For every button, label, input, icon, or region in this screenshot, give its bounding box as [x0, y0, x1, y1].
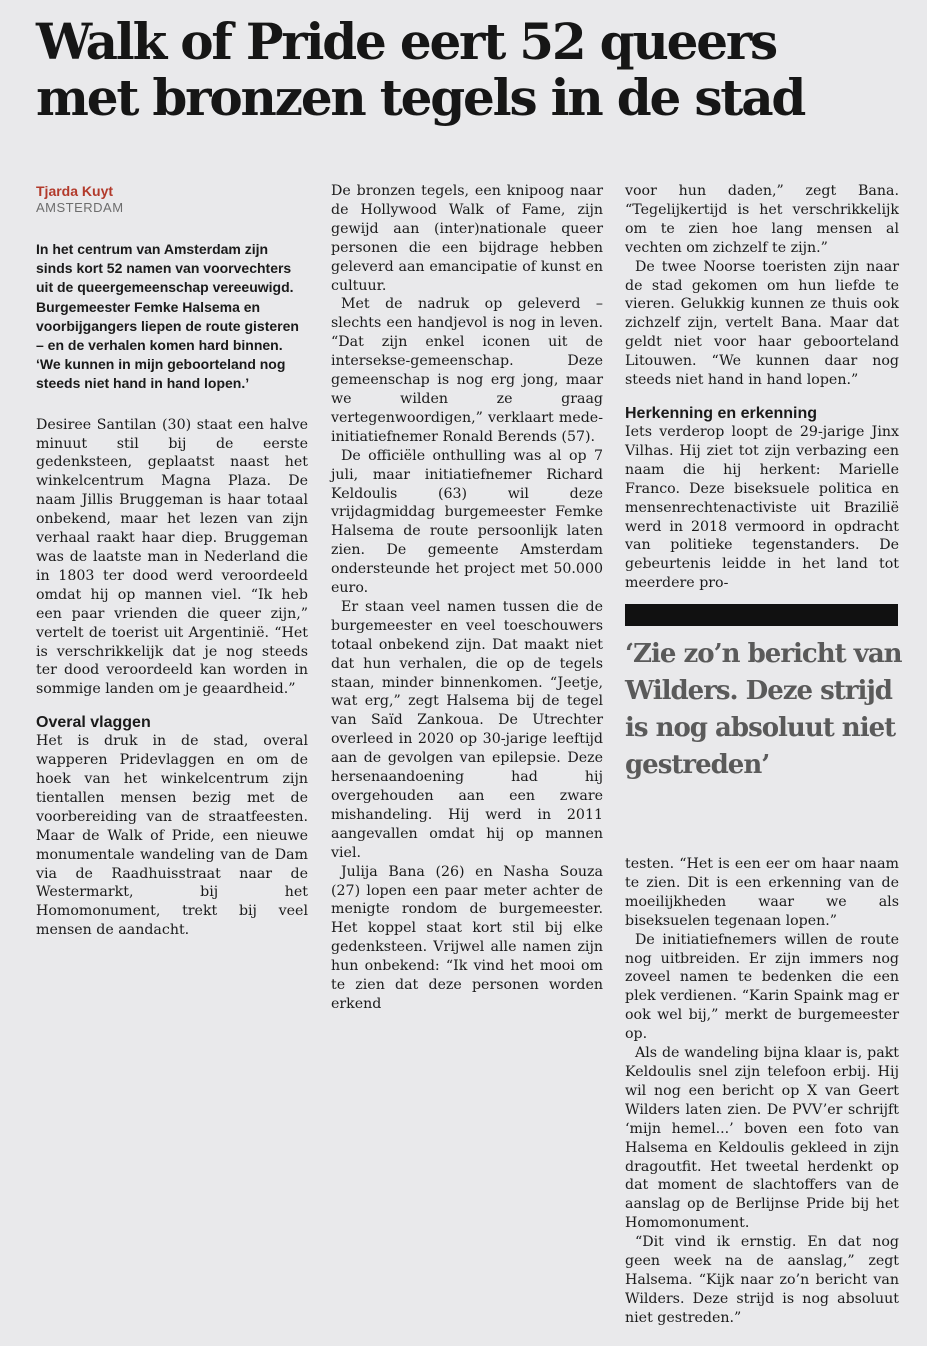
- body-paragraph: Desiree Santilan (30) staat een halve minuut stil bij de eerste gedenksteen, geplaatst naast het winkelcentrum Magna Plaza. De naam Jillis Bruggeman is haar totaal onbekend, maar het lezen van zijn verhaal raakt haar diep. Bruggeman was de laatste man in Nederland die in 1803 ter dood werd veroordeeld omdat hij op mannen viel. “Ik heb een paar vrienden die queer zijn,” vertelt de toerist uit Argentinië. “Het is verschrikkelijk dat je nog steeds ter dood veroordeeld kan worden in sommige landen om je geaardheid.”: [36, 416, 308, 698]
- body-paragraph: De twee Noorse toeristen zijn naar de stad gekomen om hun liefde te vieren. Gelukkig kunnen ze thuis ook zichzelf zijn, vertelt Bana. Maar dat geldt niet voor haar geboorteland Litouwen. “We kunnen daar nog steeds niet hand in hand lopen.”: [625, 258, 899, 389]
- body-paragraph: De initiatiefnemers willen de route nog uitbreiden. Er zijn immers nog zoveel namen te bedenken die een plek verdienen. “Karin Spaink mag er ook wel bij,” merkt de burgemeester op.: [625, 931, 899, 1043]
- pullquote-line: ‘Zie zo’n bericht van: [625, 639, 902, 669]
- pullquote-line: is nog absoluut niet: [625, 713, 896, 743]
- intro-paragraph: In het centrum van Amsterdam zijn sinds kort 52 namen van voorvechters uit de queergemeenschap vereeuwigd. Burgemeester Femke Halsema en voorbijgangers liepen de route gisteren – en de verhalen komen hard binnen. ‘We kunnen in mijn geboorteland nog steeds niet hand in hand lopen.’: [36, 241, 299, 392]
- body-paragraph: “Dit vind ik ernstig. En dat nog geen week na de aanslag,” zegt Halsema. “Kijk naar zo’n bericht van Wilders. Deze strijd is nog absoluut niet gestreden.”: [625, 1234, 899, 1326]
- subhead-herkenning: Herkenning en erkenning: [625, 404, 818, 422]
- column-3: [625, 182, 899, 593]
- headline: [36, 14, 906, 126]
- pullquote-line: gestreden’: [625, 750, 770, 780]
- headline-line-2: met bronzen tegels in de stad: [36, 68, 805, 127]
- body-paragraph: Er staan veel namen tussen die de burgemeester en veel toeschouwers totaal onbekend zijn. Dat maakt niet dat hun verhalen, die op de tegels staan, minder binnenkomen. “Jeetje, wat erg,” zegt Halsema bij de tegel van Saïd Zankoua. De Utrechter overleed in 2020 op 30-jarige leeftijd aan de gevolgen van epilepsie. Deze hersenaandoening had hij overgehouden aan een zware mishandeling. Hij werd in 2011 aangevallen omdat hij op mannen viel.: [331, 598, 603, 861]
- body-paragraph: Als de wandeling bijna klaar is, pakt Keldoulis snel zijn telefoon erbij. Hij wil nog een bericht op X van Geert Wilders laten zien. De PVV’er schrijft ‘mijn hemel...’ boven een foto van Halsema en Keldoulis gekleed in zijn dragoutfit. Het tweetal herdenkt op dat moment de slachtoffers van de aanslag op de Berlijnse Pride bij het Homomonument.: [625, 1045, 899, 1232]
- pullquote-line: Wilders. Deze strijd: [625, 676, 892, 706]
- byline-location: AMSTERDAM: [36, 200, 124, 215]
- column-2: [331, 182, 603, 1014]
- body-paragraph: testen. “Het is een eer om haar naam te zien. Dit is een erkenning van de moeilijkheden waar we als biseksuelen tegenaan lopen.”: [625, 856, 899, 929]
- body-paragraph: Met de nadruk op geleverd – slechts een handjevol is nog in leven. “Dat zijn enkel iconen uit de intersekse-gemeenschap. Deze gemeenschap is nog erg jong, maar we wilden ze graag vertegenwoordigen,” verklaart mede-initiatiefnemer Ronald Berends (57).: [331, 296, 603, 445]
- body-paragraph: De officiële onthulling was al op 7 juli, maar initiatiefnemer Richard Keldoulis (63) wil deze vrijdagmiddag burgemeester Femke Halsema de route persoonlijk laten zien. De gemeente Amsterdam ondersteunde het project met 50.000 euro.: [331, 447, 603, 597]
- body-paragraph: Het is druk in de stad, overal wapperen Pridevlaggen en om de hoek van het winkelcentrum zijn tientallen mensen bezig met de voorbereiding van de straatfeesten. Maar de Walk of Pride, een nieuwe monumentale wandeling van de Dam via de Raadhuisstraat naar de Westermarkt, bij het Homomonument, trekt bij veel mensen de aandacht.: [36, 733, 308, 939]
- column-3-continued: [625, 855, 899, 1328]
- body-paragraph: Julija Bana (26) en Nasha Souza (27) lopen een paar meter achter de menigte rondom de burgemeester. Het koppel staat kort stil bij elke gedenksteen. Vrijwel alle namen zijn hun onbekend: “Ik vind het mooi om te zien dat deze personen worden erkend: [331, 863, 603, 1012]
- body-paragraph: Iets verderop loopt de 29-jarige Jinx Vilhas. Hij ziet tot zijn verbazing een naam die hij herkent: Marielle Franco. Deze biseksuele politica en mensenrechtenactiviste uit Brazilië werd in 2018 vermoord in opdracht van politieke tegenstanders. De gebeurtenis leidde in het land tot meerdere pro-: [625, 423, 899, 592]
- body-paragraph: voor hun daden,” zegt Bana. “Tegelijkertijd is het verschrikkelijk om te zien hoe lang mensen al vechten om zichzelf te zijn.”: [625, 183, 899, 256]
- pullquote-bar: [625, 604, 898, 626]
- column-1: [36, 182, 308, 940]
- headline-line-1: Walk of Pride eert 52 queers: [36, 12, 776, 71]
- subhead-overal-vlaggen: Overal vlaggen: [36, 714, 151, 732]
- body-paragraph: De bronzen tegels, een knipoog naar de Hollywood Walk of Fame, zijn gewijd aan (inter)nationale queer personen die een bijdrage hebben geleverd aan emancipatie of kunst en cultuur.: [331, 183, 603, 294]
- byline-author: Tjarda Kuyt: [36, 183, 114, 199]
- pullquote: [625, 636, 900, 784]
